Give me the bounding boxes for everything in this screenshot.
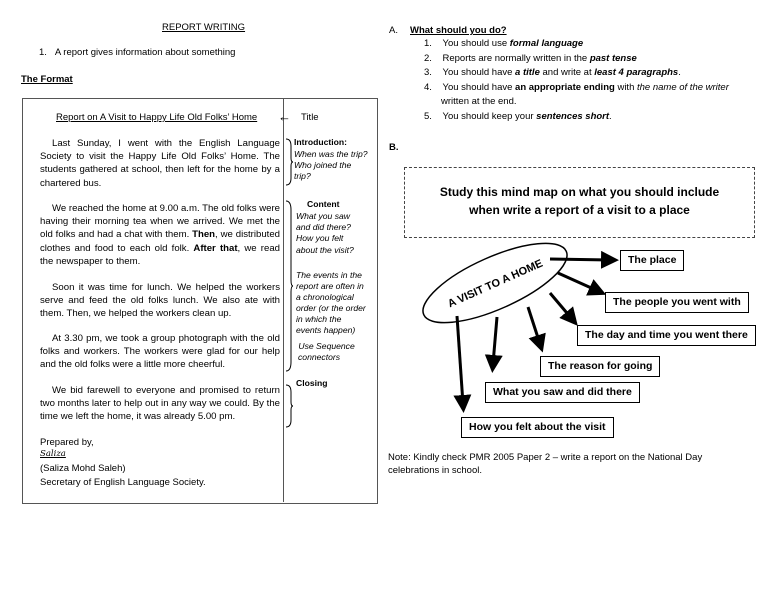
intro-question-1: When was the trip? bbox=[294, 149, 368, 159]
instruction-2-number: 2. bbox=[424, 53, 432, 64]
instruction-2-text: Reports are normally written in the bbox=[442, 53, 590, 64]
mindmap-title-line-2: when write a report of a visit to a place bbox=[469, 203, 690, 217]
brace-content bbox=[284, 200, 294, 372]
events-note-3: a chronological bbox=[296, 292, 354, 302]
content-question-4: about the visit? bbox=[296, 245, 354, 255]
branch-people: The people you went with bbox=[605, 292, 749, 313]
paragraph-2-text-a: We reached the home at 9.00 a.m. The old folks were having their morning tea when we arrived. We met the old folks and had a chat with them. bbox=[40, 203, 280, 241]
branch-felt: How you felt about the visit bbox=[461, 417, 614, 438]
writer-name: (Saliza Mohd Saleh) bbox=[40, 463, 126, 474]
instruction-4-middle: with bbox=[614, 82, 637, 93]
item-number: 1. bbox=[39, 47, 47, 58]
brace-closing bbox=[284, 384, 294, 428]
arrow-to-saw-did bbox=[493, 317, 497, 364]
center-label: A VISIT TO A HOME bbox=[446, 257, 545, 311]
arrow-to-reason bbox=[528, 307, 540, 344]
format-heading: The Format bbox=[21, 74, 73, 85]
section-a-letter: A. bbox=[389, 25, 398, 36]
paragraph-4-text: At 3.30 pm, we took a group photograph with the old folks and workers. The workers were glad for our help and the old folks were a little more cheerful. bbox=[40, 333, 280, 371]
events-note-4: order (or the order bbox=[296, 303, 366, 313]
brace-introduction bbox=[284, 138, 294, 186]
arrow-to-place bbox=[550, 259, 610, 260]
paragraph-2-text-c: , we distributed clothes and food to each old folk. bbox=[40, 229, 281, 254]
item-text: A report gives information about something bbox=[54, 47, 236, 58]
branch-place: The place bbox=[620, 250, 684, 271]
connector-then: Then bbox=[192, 229, 216, 241]
instruction-1-text: You should use bbox=[442, 38, 510, 49]
paragraph-3 bbox=[40, 281, 280, 321]
events-note-1: The events in the bbox=[296, 270, 362, 280]
instruction-5 bbox=[424, 110, 612, 123]
intro-question-2: Who joined the bbox=[294, 160, 352, 170]
content-label: Content bbox=[307, 199, 340, 209]
instruction-3 bbox=[424, 66, 681, 79]
writer-position: Secretary of English Language Society. bbox=[40, 477, 206, 488]
branch-day-time: The day and time you went there bbox=[577, 325, 756, 346]
instruction-3-text: You should have bbox=[442, 67, 516, 78]
instruction-2-emphasis: past tense bbox=[589, 53, 637, 64]
paragraph-2 bbox=[40, 202, 280, 268]
report-title: Report on A Visit to Happy Life Old Folks’ Home bbox=[56, 112, 258, 123]
title-label: Title bbox=[301, 112, 319, 123]
content-question-1: What you saw bbox=[296, 211, 350, 221]
section-a-heading: What should you do? bbox=[410, 25, 507, 36]
instruction-4 bbox=[424, 81, 729, 94]
events-note-8: connectors bbox=[298, 352, 341, 362]
intro-item bbox=[39, 46, 235, 59]
instruction-3-middle: and write at bbox=[539, 67, 595, 78]
paragraph-2-text-e: , we read the newspaper to them. bbox=[40, 242, 280, 267]
signature: Saliza bbox=[40, 449, 66, 459]
instruction-5-text: You should keep your bbox=[442, 111, 537, 122]
instruction-3-emphasis-1: a title bbox=[515, 67, 540, 78]
section-b-letter: B. bbox=[389, 142, 399, 153]
instruction-3-end: . bbox=[678, 67, 681, 78]
page-heading bbox=[162, 21, 245, 34]
instruction-4-cont: written at the end. bbox=[441, 96, 517, 107]
note-line-2: celebrations in school. bbox=[388, 465, 482, 476]
intro-question-3: trip? bbox=[294, 171, 311, 181]
instruction-5-number: 5. bbox=[424, 111, 432, 122]
arrow-to-felt bbox=[457, 316, 463, 404]
events-note-2: report are often in bbox=[296, 281, 364, 291]
title-arrow: ← bbox=[278, 109, 291, 124]
instruction-2 bbox=[424, 52, 637, 65]
paragraph-3-text: Soon it was time for lunch. We helped the workers serve and feed the old folks lunch. We also ate with them. Then, we helped the workers clean up. bbox=[40, 282, 280, 320]
instruction-1-number: 1. bbox=[424, 38, 432, 49]
arrow-to-people bbox=[558, 273, 598, 291]
branch-reason: The reason for going bbox=[540, 356, 660, 377]
branch-saw-did: What you saw and did there bbox=[485, 382, 640, 403]
paragraph-5-text: We bid farewell to everyone and promised to return two months later to help out in any way we could. By the time we left the home, it was already 5.00 pm. bbox=[40, 385, 280, 423]
instruction-3-emphasis-2: least 4 paragraphs bbox=[594, 67, 679, 78]
instruction-1 bbox=[424, 37, 583, 50]
instruction-5-emphasis: sentences short bbox=[536, 111, 610, 122]
paragraph-4 bbox=[40, 332, 280, 372]
mindmap-title-line-1: Study this mind map on what you should include bbox=[439, 185, 720, 199]
instruction-5-end: . bbox=[609, 111, 612, 122]
instruction-4-italic: the name of the writer bbox=[637, 82, 729, 93]
events-note-7: Use Sequence bbox=[296, 341, 355, 351]
events-note-5: in which the bbox=[296, 314, 342, 324]
report-writing-heading: REPORT WRITING bbox=[162, 22, 246, 33]
content-question-2: and did there? bbox=[296, 222, 351, 232]
closing-label: Closing bbox=[296, 378, 328, 388]
connector-after-that: After that bbox=[193, 242, 238, 254]
instruction-3-number: 3. bbox=[424, 67, 432, 78]
instruction-4-text: You should have bbox=[442, 82, 516, 93]
introduction-label: Introduction: bbox=[294, 137, 347, 147]
prepared-by: Prepared by, bbox=[40, 437, 94, 448]
paragraph-5 bbox=[40, 384, 280, 424]
paragraph-1 bbox=[40, 137, 280, 190]
instruction-4-bold: an appropriate ending bbox=[515, 82, 615, 93]
note-line-1: Note: Kindly check PMR 2005 Paper 2 – write a report on the National Day bbox=[388, 452, 703, 463]
paragraph-1-text: Last Sunday, I went with the English Language Society to visit the Happy Life Old Folks’ Home. The students gathered at school, then left for the home by a chartered bus. bbox=[40, 138, 280, 189]
content-question-3: How you felt bbox=[296, 233, 344, 243]
instruction-4-number: 4. bbox=[424, 82, 432, 93]
instruction-1-emphasis: formal language bbox=[509, 38, 584, 49]
events-note-6: events happen) bbox=[296, 325, 356, 335]
arrow-to-day-time bbox=[550, 293, 572, 319]
